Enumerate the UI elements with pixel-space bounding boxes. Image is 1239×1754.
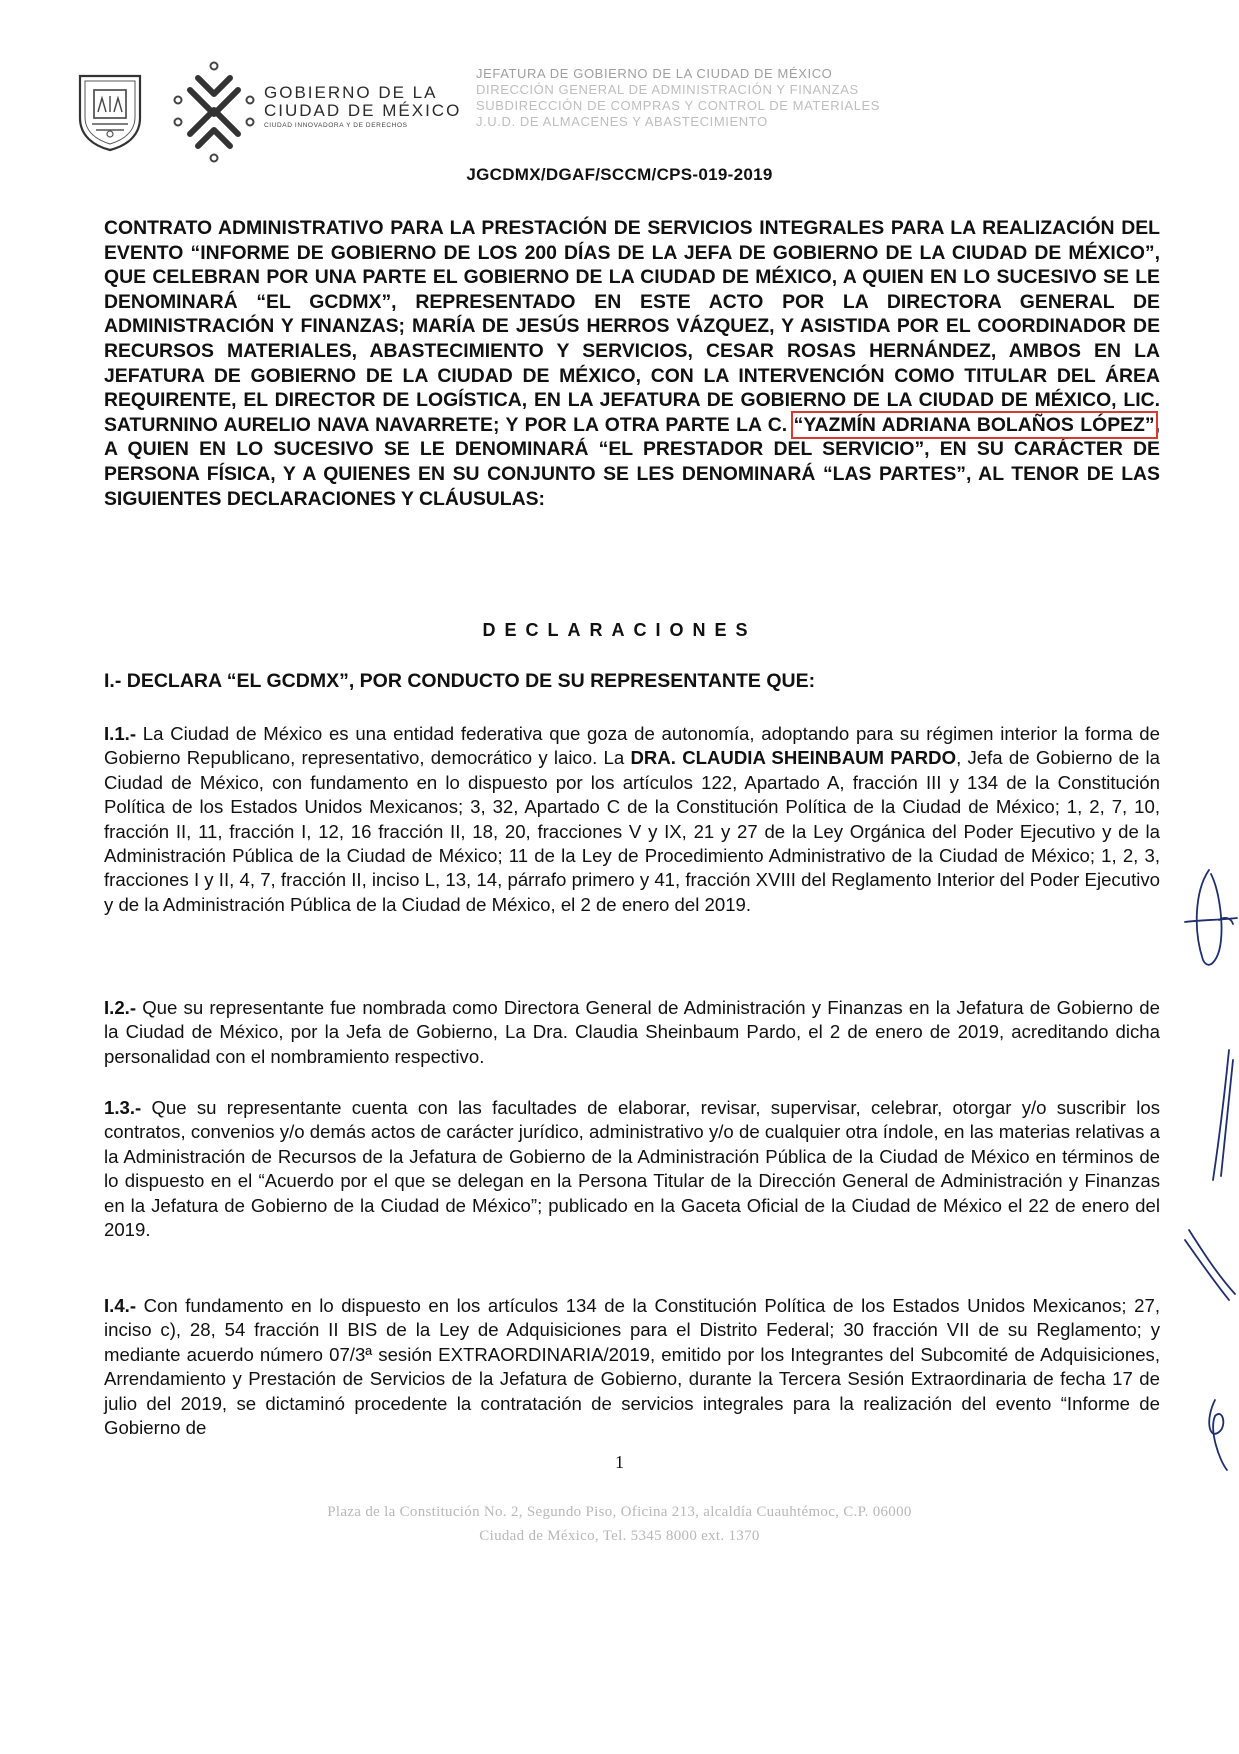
declaration-paragraph bbox=[104, 996, 1160, 1069]
contract-title bbox=[104, 216, 1160, 511]
declaration-paragraph bbox=[104, 722, 1160, 917]
paragraph-text: Que su representante fue nombrada como Directora General de Administración y Finanzas en la Jefatura de Gobierno de la Ciudad de México, por la Jefa de Gobierno, La Dra. Claudia Sheinbaum Pardo, el 2 de enero de 2019, acreditando dicha personalidad con el nombramiento respectivo. bbox=[104, 997, 1160, 1067]
footer-line: Plaza de la Constitución No. 2, Segundo Piso, Oficina 213, alcaldía Cuauhtémoc, C.P. 06000 bbox=[327, 1504, 912, 1520]
coat-of-arms-icon bbox=[76, 72, 144, 152]
paragraph-text: La Ciudad de México es una entidad federativa que goza de autonomía, adoptando para su régimen interior la forma de Gobierno Republicano, representativo, democrático y laico. La bbox=[104, 723, 1160, 769]
gov-name-line1: GOBIERNO DE LA bbox=[264, 83, 438, 102]
contract-reference: JGCDMX/DGAF/SCCM/CPS-019-2019 bbox=[466, 165, 773, 184]
paragraph-text: Que su representante cuenta con las facultades de elaborar, revisar, supervisar, celebrar, otorgar y/o suscribir los contratos, convenios y/o demás actos de carácter jurídico, administrativo y/o de cualquier otra índole, en las materias relativas a la Administración de Recursos de la Jefatura de Gobierno de la Administración Pública de la Ciudad de México en términos de lo dispuesto en el “Acuerdo por el que se delegan en la Persona Titular de la Dirección General de Administración y Finanzas en la Jefatura de Gobierno de la Ciudad de México”; publicado en la Gaceta Oficial de la Ciudad de México el 22 de enero del 2019. bbox=[104, 1097, 1160, 1241]
footer-line: Ciudad de México, Tel. 5345 8000 ext. 1370 bbox=[479, 1528, 760, 1544]
paragraph-number: I.1.- bbox=[104, 723, 137, 744]
paragraph-text: , Jefa de Gobierno de la Ciudad de México, con fundamento en lo dispuesto por los artículos 122, Apartado A, fracción III y 134 de la Constitución Política de los Estados Unidos Mexicanos; 3, 32, Apartado C de la Constitución Política de la Ciudad de México; 1, 2, 7, 10, fracción II, 11, fracción I, 12, 16 fracción II, 18, 20, fracciones V y IX, 21 y 27 de la Ley Orgánica del Poder Ejecutivo y de la Administración Pública de la Ciudad de México; 11 de la Ley de Procedimiento Administrativo de la Ciudad de México; 1, 2, 3, fracciones I y II, 4, 7, fracción II, inciso L, 13, 14, párrafo primero y 41, fracción XVIII del Reglamento Interior del Poder Ejecutivo y de la Administración Pública de la Ciudad de México, el 2 de enero del 2019. bbox=[104, 747, 1160, 915]
gov-name-line2: CIUDAD DE MÉXICO bbox=[264, 100, 462, 120]
cdmx-logo-icon bbox=[168, 60, 260, 164]
contract-title-text-end: , A QUIEN EN LO SUCESIVO SE LE DENOMINARÁ “EL PRESTADOR DEL SERVICIO”, EN SU CARÁCTER DE PERSONA FÍSICA, Y A QUIENES EN SU CONJUNTO SE LES DENOMINARÁ “LAS PARTES”, AL TENOR DE LAS SIGUIENTES DECLARACIONES Y CLÁUSULAS: bbox=[104, 413, 1160, 510]
paragraph-number: 1.3.- bbox=[104, 1097, 142, 1118]
dept-line: J.U.D. DE ALMACENES Y ABASTECIMIENTO bbox=[476, 114, 768, 129]
government-name bbox=[264, 84, 461, 130]
dept-line: SUBDIRECCIÓN DE COMPRAS Y CONTROL DE MATERIALES bbox=[476, 98, 881, 113]
department-header bbox=[476, 66, 880, 130]
paragraph-text: Con fundamento en lo dispuesto en los artículos 134 de la Constitución Política de los Estados Unidos Mexicanos; 27, inciso c), 28, 54 fracción II BIS de la Ley de Adquisiciones para el Distrito Federal; 30 fracción VII de su Reglamento; y mediante acuerdo número 07/3ª sesión EXTRAORDINARIA/2019, emitido por los Integrantes del Subcomité de Adquisiciones, Arrendamiento y Prestación de Servicios de la Jefatura de Gobierno, durante la Tercera Sesión Extraordinaria de fecha 17 de julio del 2019, se dictaminó procedente la contratación de servicios integrales para la realización del evento “Informe de Gobierno de bbox=[104, 1295, 1160, 1439]
gov-tagline: CIUDAD INNOVADORA Y DE DERECHOS bbox=[264, 121, 408, 129]
declaration-paragraph bbox=[104, 1096, 1160, 1242]
highlighted-provider-name: “YAZMÍN ADRIANA BOLAÑOS LÓPEZ” bbox=[793, 413, 1155, 436]
paragraph-number: I.2.- bbox=[104, 997, 137, 1018]
declara-heading: I.- DECLARA “EL GCDMX”, POR CONDUCTO DE SU REPRESENTANTE QUE: bbox=[104, 670, 816, 692]
dept-line: DIRECCIÓN GENERAL DE ADMINISTRACIÓN Y FINANZAS bbox=[476, 82, 859, 97]
declaration-paragraph bbox=[104, 1294, 1160, 1440]
section-heading: DECLARACIONES bbox=[482, 620, 757, 640]
margin-signature-icon bbox=[1179, 860, 1239, 1500]
dept-line: JEFATURA DE GOBIERNO DE LA CIUDAD DE MÉXICO bbox=[476, 66, 833, 81]
page-number: 1 bbox=[615, 1452, 624, 1472]
paragraph-number: I.4.- bbox=[104, 1295, 137, 1316]
paragraph-bold-name: DRA. CLAUDIA SHEINBAUM PARDO bbox=[630, 747, 957, 769]
contract-title-text: CONTRATO ADMINISTRATIVO PARA LA PRESTACIÓN DE SERVICIOS INTEGRALES PARA LA REALIZACIÓN DEL EVENTO “INFORME DE GOBIERNO DE LOS 200 DÍAS DE LA JEFA DE GOBIERNO DE LA CIUDAD DE MÉXICO”, QUE CELEBRAN POR UNA PARTE EL GOBIERNO DE LA CIUDAD DE MÉXICO, A QUIEN EN LO SUCESIVO SE LE DENOMINARÁ “EL GCDMX”, REPRESENTADO EN ESTE ACTO POR LA DIRECTORA GENERAL DE ADMINISTRACIÓN Y FINANZAS; MARÍA DE JESÚS HERROS VÁZQUEZ, Y ASISTIDA POR EL COORDINADOR DE RECURSOS MATERIALES, ABASTECIMIENTO Y SERVICIOS, CESAR ROSAS HERNÁNDEZ, AMBOS EN LA JEFATURA DE GOBIERNO DE LA CIUDAD DE MÉXICO, CON LA INTERVENCIÓN COMO TITULAR DEL ÁREA REQUIRENTE, EL DIRECTOR DE LOGÍSTICA, EN LA JEFATURA DE GOBIERNO DE LA CIUDAD DE MÉXICO, LIC. SATURNINO AURELIO NAVA NAVARRETE; Y POR LA OTRA PARTE LA C. bbox=[104, 217, 1160, 436]
footer-address bbox=[0, 1500, 1239, 1548]
